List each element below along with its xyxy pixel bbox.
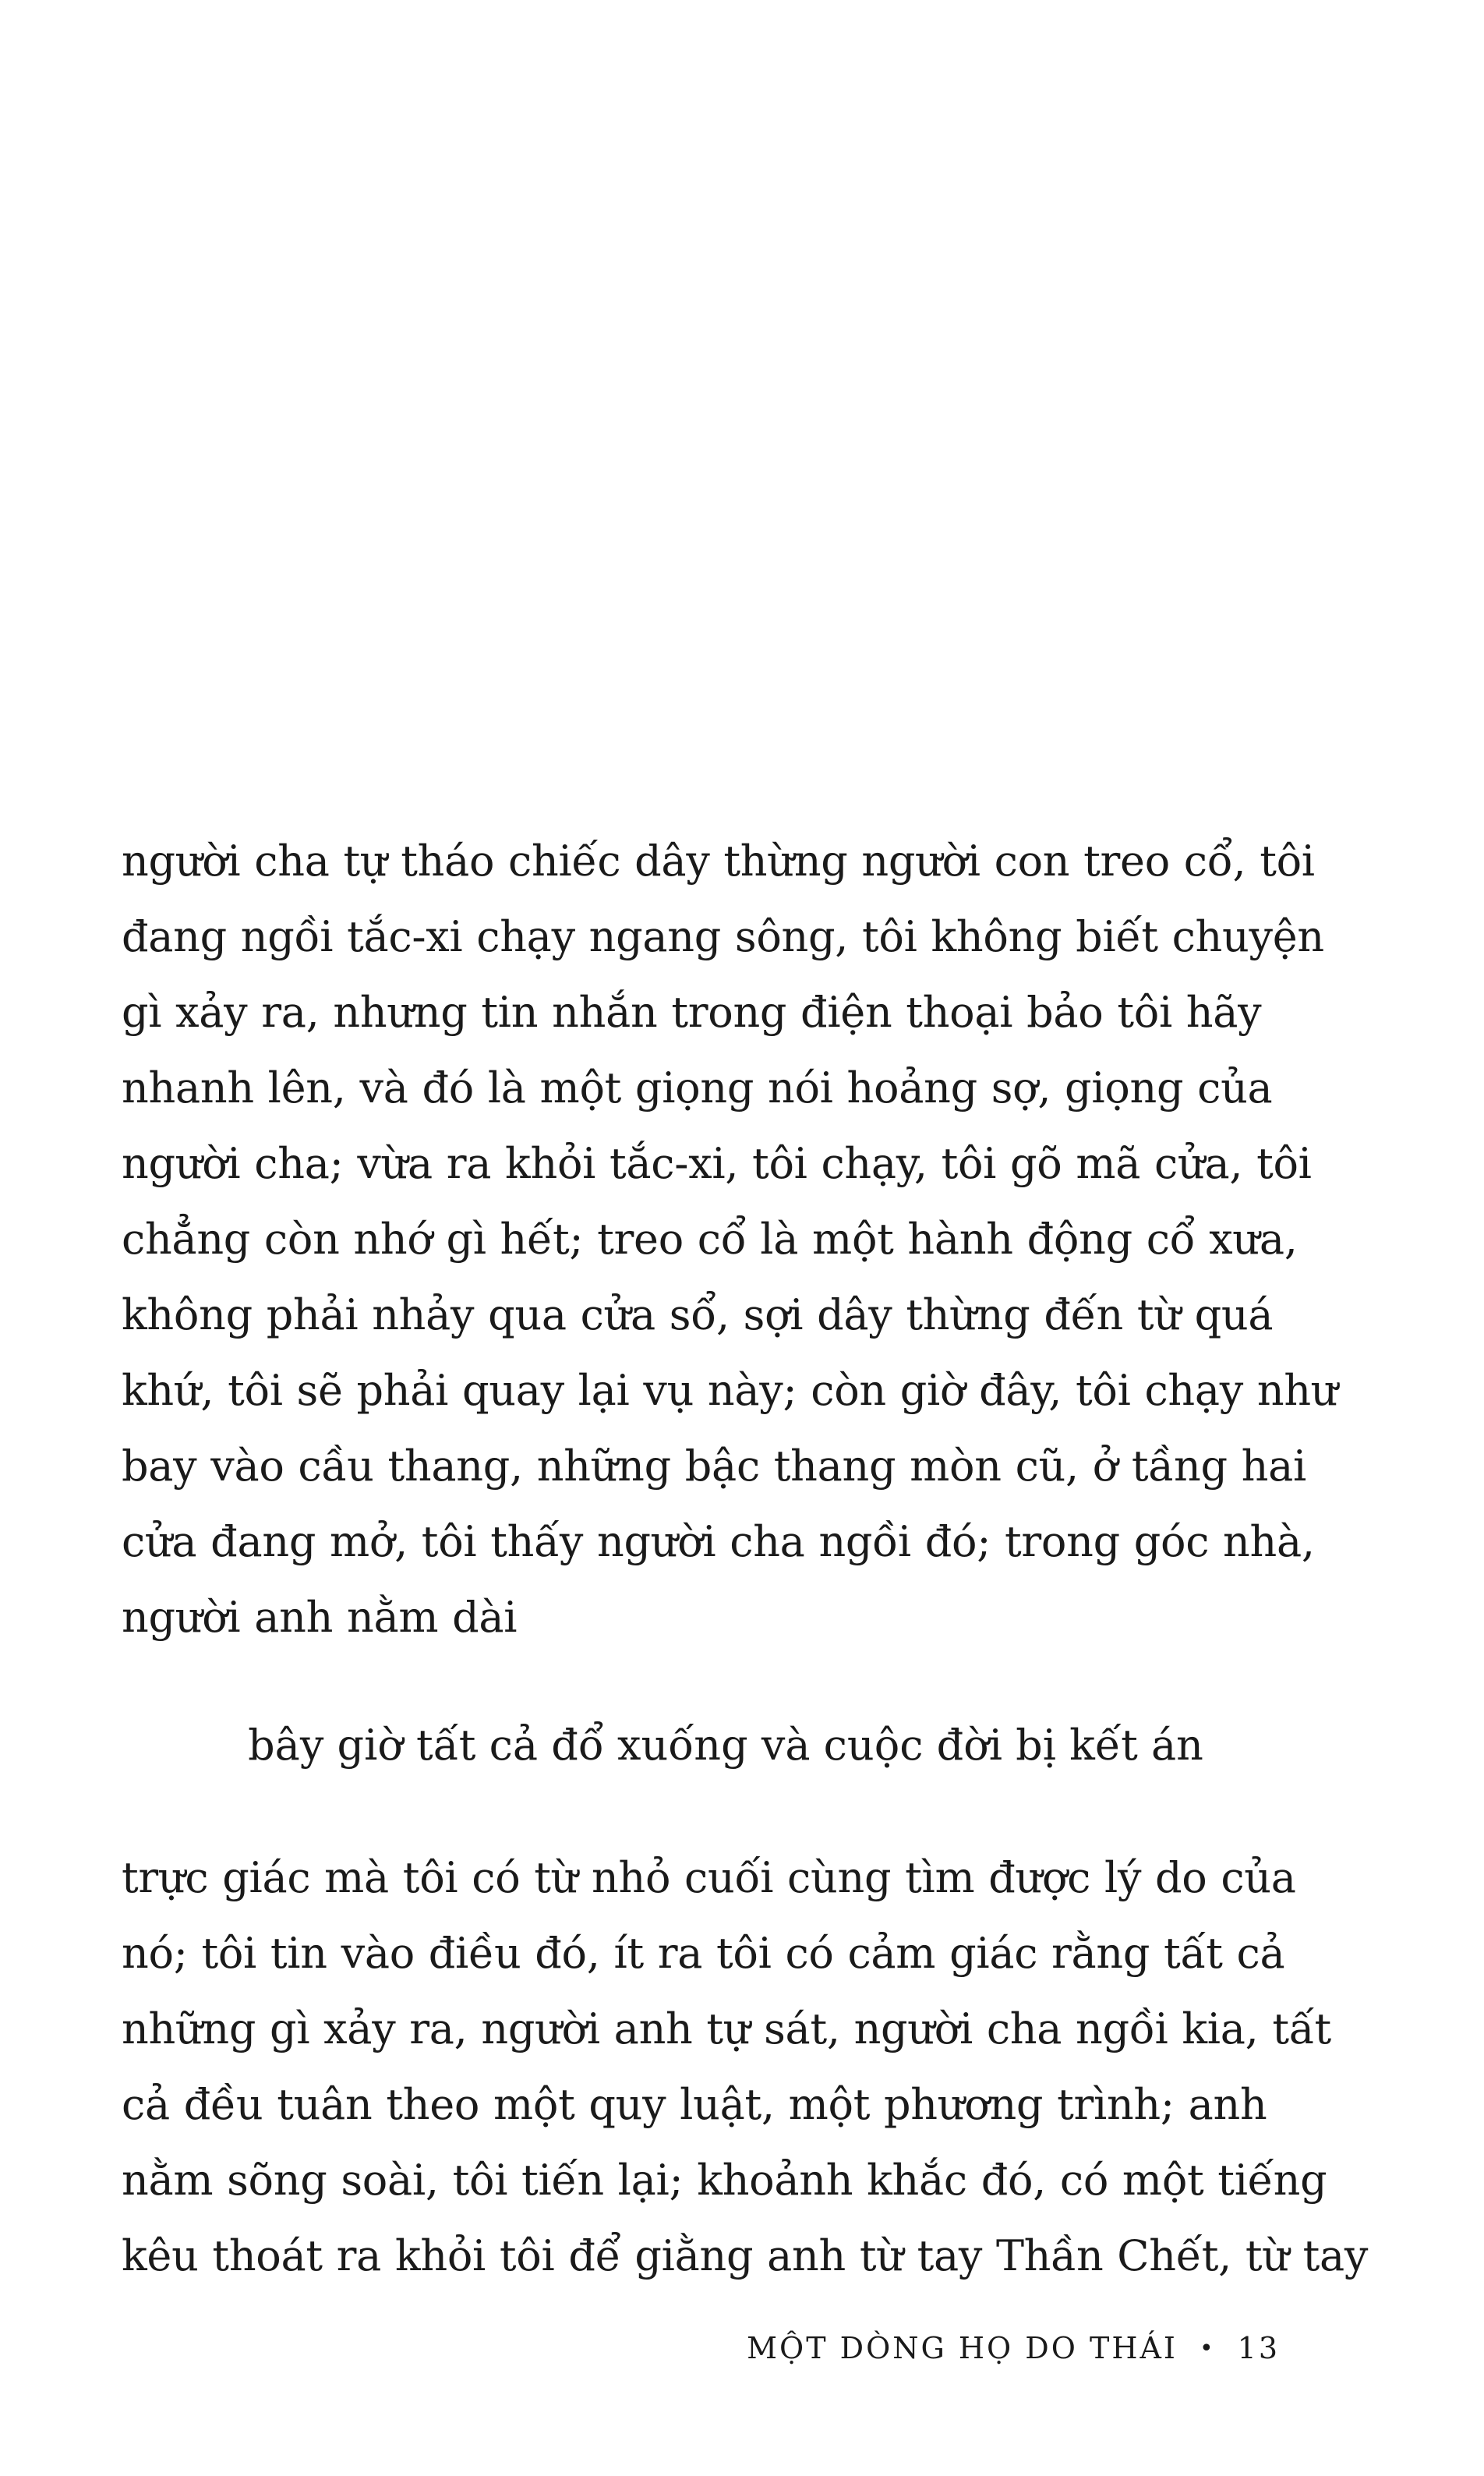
page-footer — [747, 2331, 1280, 2365]
text-line: người cha tự tháo chiếc dây thừng người con treo cổ, tôi — [122, 837, 1315, 886]
text-line: người cha; vừa ra khỏi tắc-xi, tôi chạy, tôi gõ mã cửa, tôi — [122, 1139, 1312, 1188]
text-line: cửa đang mở, tôi thấy người cha ngồi đó; trong góc nhà, — [122, 1517, 1315, 1566]
centered-verse-line: bây giờ tất cả đổ xuống và cuộc đời bị kết án — [248, 1721, 1203, 1770]
text-line: gì xảy ra, nhưng tin nhắn trong điện thoại bảo tôi hãy — [122, 988, 1262, 1037]
text-line: chẳng còn nhớ gì hết; treo cổ là một hành động cổ xưa, — [122, 1215, 1298, 1264]
text-line: người anh nằm dài — [122, 1593, 518, 1642]
text-line: không phải nhảy qua cửa sổ, sợi dây thừng đến từ quá — [122, 1290, 1274, 1339]
text-line: trực giác mà tôi có từ nhỏ cuối cùng tìm được lý do của — [122, 1853, 1296, 1902]
text-line: nhanh lên, và đó là một giọng nói hoảng sợ, giọng của — [122, 1063, 1273, 1112]
running-title: MỘT DÒNG HỌ DO THÁI — [747, 2331, 1178, 2365]
text-line: đang ngồi tắc-xi chạy ngang sông, tôi không biết chuyện — [122, 912, 1324, 961]
text-line: nằm sõng soài, tôi tiến lại; khoảnh khắc đó, có một tiếng — [122, 2156, 1327, 2205]
paragraph-1 — [122, 823, 1338, 1655]
text-line: bay vào cầu thang, những bậc thang mòn cũ, ở tầng hai — [122, 1441, 1306, 1491]
separator-dot: • — [1199, 2334, 1216, 2362]
paragraph-2 — [122, 1840, 1369, 2294]
text-line: khứ, tôi sẽ phải quay lại vụ này; còn giờ đây, tôi chạy như — [122, 1366, 1338, 1415]
text-line: kêu thoát ra khỏi tôi để giằng anh từ tay Thần Chết, từ tay — [122, 2231, 1369, 2280]
text-line: nó; tôi tin vào điều đó, ít ra tôi có cảm giác rằng tất cả — [122, 1929, 1285, 1978]
text-line: những gì xảy ra, người anh tự sát, người cha ngồi kia, tất — [122, 2004, 1331, 2053]
text-line: cả đều tuân theo một quy luật, một phương trình; anh — [122, 2080, 1267, 2129]
page-number: 13 — [1237, 2331, 1280, 2365]
